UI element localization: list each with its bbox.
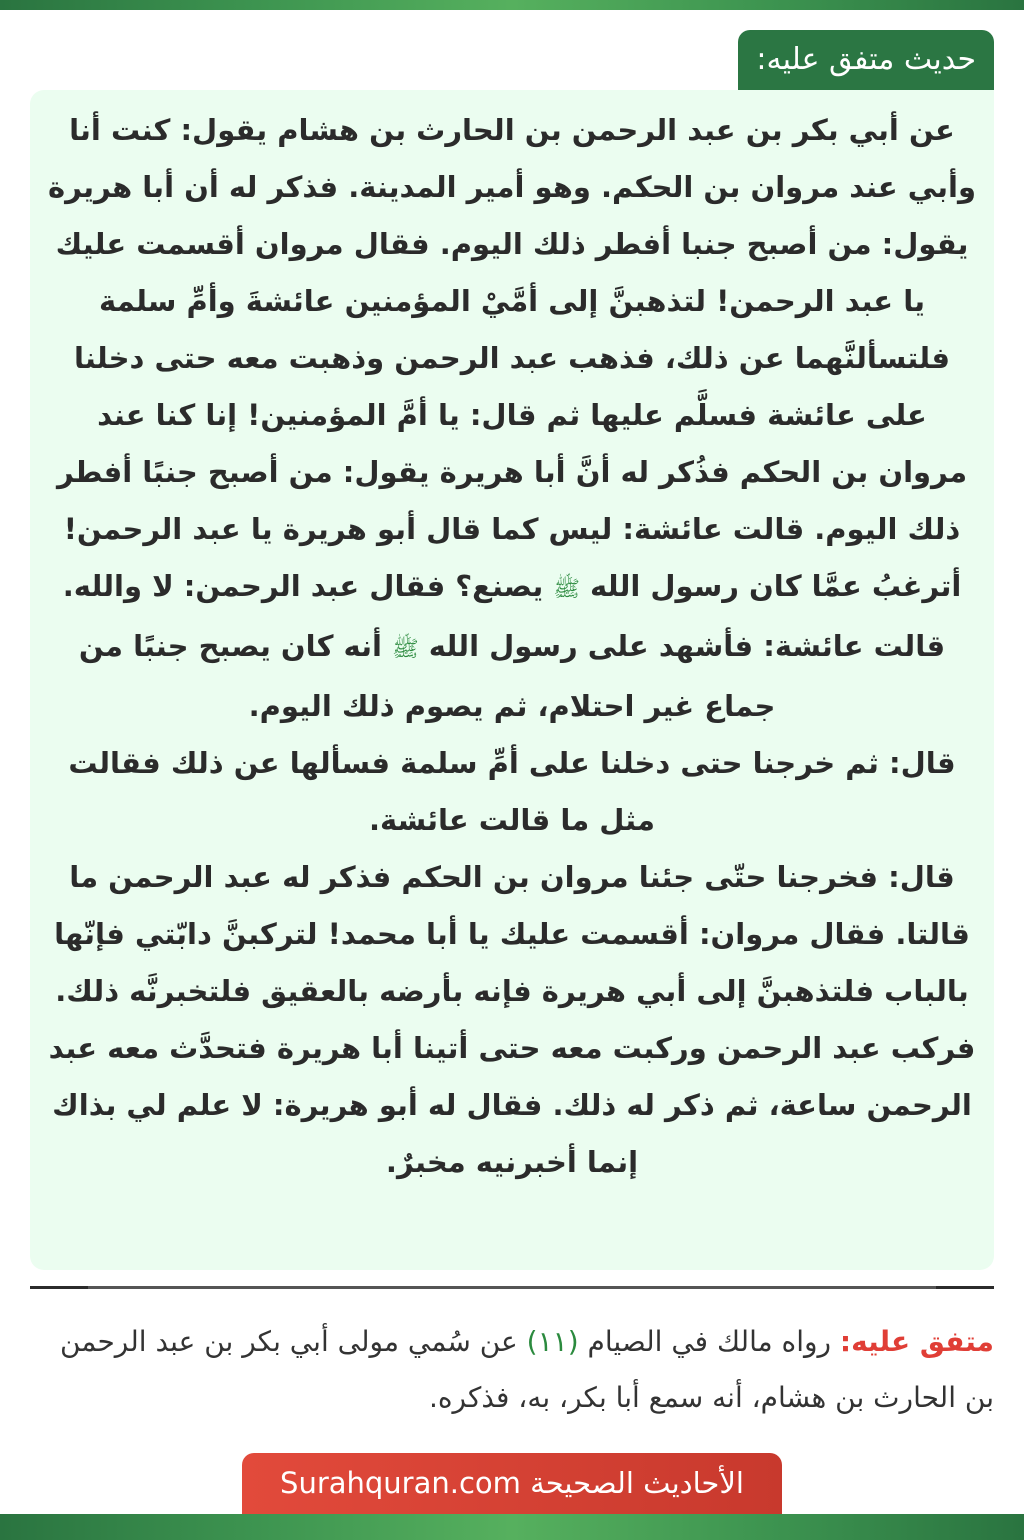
salawat-icon: ﷺ	[392, 637, 419, 662]
site-badge-text: الأحاديث الصحيحة Surahquran.com	[280, 1466, 744, 1500]
salawat-icon: ﷺ	[553, 577, 580, 602]
site-badge-link[interactable]	[242, 1453, 782, 1514]
hadith-paragraph-3: قال: فخرجنا حتّى جئنا مروان بن الحكم فذكر له عبد الرحمن ما قالتا. فقال مروان: أقسمت عليك يا أبا محمد! لتركبنَّ دابّتي فإنّها بالباب فلتذهبنَّ إلى أبي هريرة فإنه بأرضه بالعقيق فلتخبرنَّه ذلك. فركب عبد الرحمن وركبت معه حتى أتينا أبا هريرة فتحدَّث معه عبد الرحمن ساعة، ثم ذكر له ذلك. فقال له أبو هريرة: لا علم لي بذاك إنما أخبرنيه مخبرٌ.	[48, 860, 976, 1179]
hadith-title: حديث متفق عليه:	[756, 42, 976, 77]
hadith-text-segment: أنه كان يصبح جنبًا من جماع غير احتلام، ثم يصوم ذلك اليوم.	[78, 629, 776, 723]
source-number: (١١)	[526, 1325, 579, 1358]
hadith-title-tab	[738, 30, 994, 90]
hadith-card	[30, 90, 994, 1270]
hadith-text-segment: يصنع؟ فقال عبد الرحمن: لا والله. قالت عائشة: فأشهد على رسول الله	[62, 569, 946, 663]
source-label: متفق عليه:	[839, 1325, 994, 1358]
hadith-source	[30, 1314, 994, 1426]
bottom-decorative-bar	[0, 1514, 1024, 1540]
hadith-text-segment: عن أبي بكر بن عبد الرحمن بن الحارث بن هشام يقول: كنت أنا وأبي عند مروان بن الحكم. وهو أمير المدينة. فذكر له أن أبا هريرة يقول: من أصبح جنبا أفطر ذلك اليوم. فقال مروان أقسمت عليك يا عبد الرحمن! لتذهبنَّ إلى أمَّيْ المؤمنين عائشةَ وأمِّ سلمة فلتسألنَّهما عن ذلك، فذهب عبد الرحمن وذهبت معه حتى دخلنا على عائشة فسلَّم عليها ثم قال: يا أمَّ المؤمنين! إنا كنا عند مروان بن الحكم فذُكر له أنَّ أبا هريرة يقول: من أصبح جنبًا أفطر ذلك اليوم. قالت عائشة: ليس كما قال أبو هريرة يا عبد الرحمن! أترغبُ عمَّا كان رسول الله	[48, 113, 976, 603]
source-text: رواه مالك في الصيام	[587, 1325, 832, 1358]
source-text: عن سُمي مولى أبي بكر بن عبد الرحمن بن الحارث بن هشام، أنه سمع أبا بكر، به، فذكره.	[59, 1325, 994, 1414]
hadith-paragraph-1	[48, 102, 976, 735]
top-decorative-bar	[0, 0, 1024, 10]
hadith-text	[48, 102, 976, 1191]
section-divider	[30, 1286, 994, 1289]
hadith-paragraph-2: قال: ثم خرجنا حتى دخلنا على أمِّ سلمة فسألها عن ذلك فقالت مثل ما قالت عائشة.	[68, 746, 956, 837]
